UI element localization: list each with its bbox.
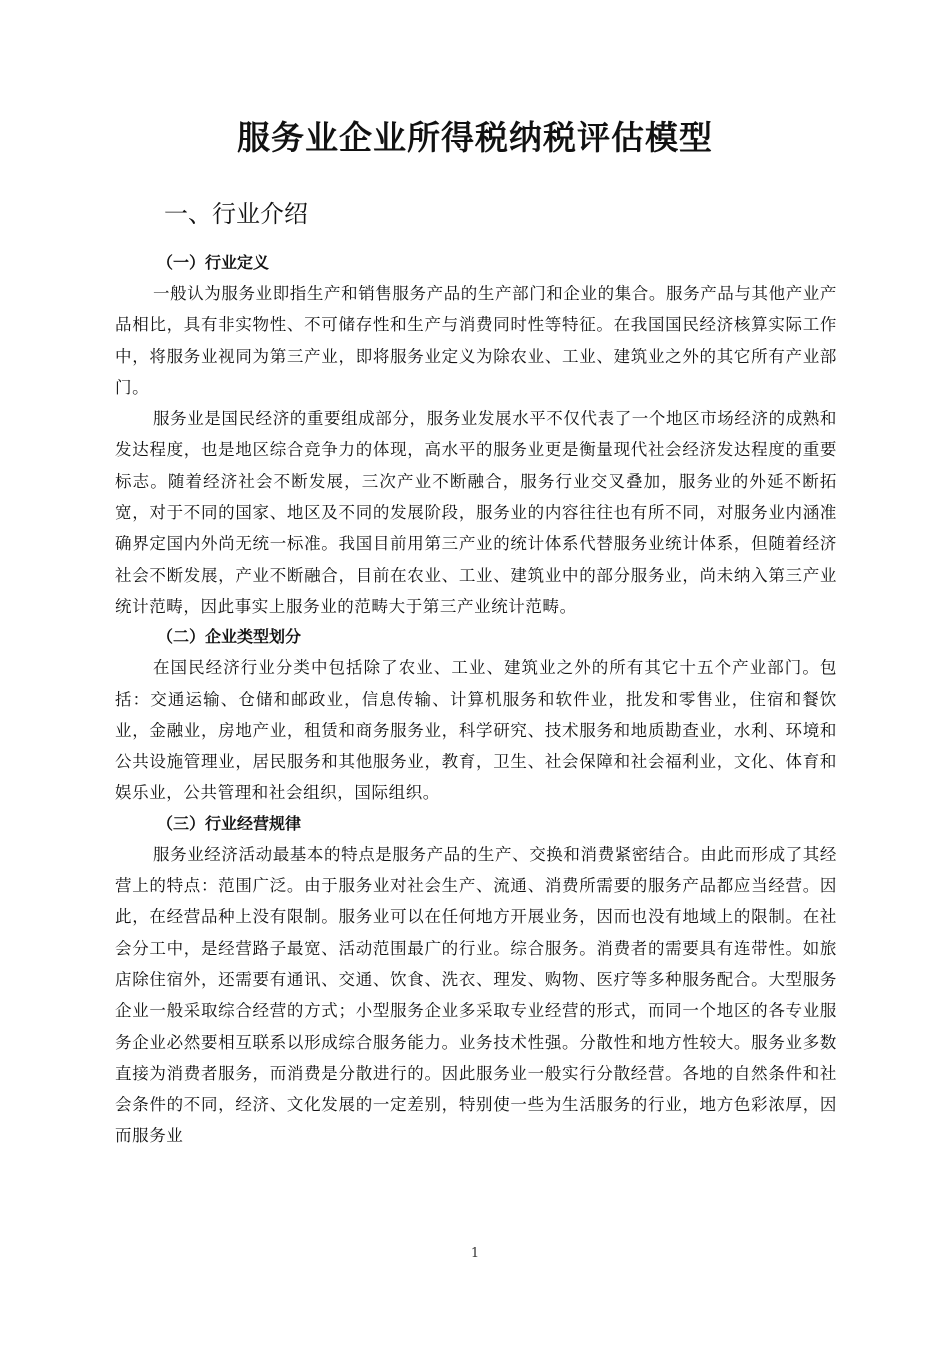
document-title: 服务业企业所得税纳税评估模型 (237, 118, 713, 157)
paragraph: 在国民经济行业分类中包括除了农业、工业、建筑业之外的所有其它十五个产业部门。包括：交通运输、仓储和邮政业，信息传输、计算机服务和软件业，批发和零售业，住宿和餐饮业，金融业，房地产业，租赁和商务服务业，科学研究、技术服务和地质勘查业，水利、环境和公共设施管理业，居民服务和其他服务业，教育，卫生、社会保障和社会福利业，文化、体育和娱乐业，公共管理和社会组织，国际组织。 (115, 658, 837, 803)
subheading-enterprise-types: （二）企业类型划分 (157, 627, 302, 647)
page-number: 1 (470, 1246, 480, 1261)
subsection-business-patterns (115, 809, 837, 1152)
document-body (115, 248, 837, 1152)
subsection-enterprise-types (115, 622, 837, 808)
subheading-business-patterns: （三）行业经营规律 (157, 813, 302, 833)
paragraph: 服务业经济活动最基本的特点是服务产品的生产、交换和消费紧密结合。由此而形成了其经营上的特点：范围广泛。由于服务业对社会生产、流通、消费所需要的服务产品都应当经营。因此，在经营品种上没有限制。服务业可以在任何地方开展业务，因而也没有地域上的限制。在社会分工中，是经营路子最宽、活动范围最广的行业。综合服务。消费者的需要具有连带性。如旅店除住宿外，还需要有通讯、交通、饮食、洗衣、理发、购物、医疗等多种服务配合。大型服务企业一般采取综合经营的方式；小型服务企业多采取专业经营的形式，而同一个地区的各专业服务企业必然要相互联系以形成综合服务能力。业务技术性强。分散性和地方性较大。服务业多数直接为消费者服务，而消费是分散进行的。因此服务业一般实行分散经营。各地的自然条件和社会条件的不同，经济、文化发展的一定差别，特别使一些为生活服务的行业，地方色彩浓厚，因而服务业 (115, 844, 837, 1146)
subsection-industry-definition (115, 248, 837, 622)
paragraph: 一般认为服务业即指生产和销售服务产品的生产部门和企业的集合。服务产品与其他产业产品相比，具有非实物性、不可储存性和生产与消费同时性等特征。在我国国民经济核算实际工作中，将服务业视同为第三产业，即将服务业定义为除农业、工业、建筑业之外的其它所有产业部门。 (115, 284, 837, 397)
paragraph: 服务业是国民经济的重要组成部分，服务业发展水平不仅代表了一个地区市场经济的成熟和发达程度，也是地区综合竞争力的体现，高水平的服务业更是衡量现代社会经济发达程度的重要标志。随着经济社会不断发展，三次产业不断融合，服务行业交叉叠加，服务业的外延不断拓宽，对于不同的国家、地区及不同的发展阶段，服务业的内容往往也有所不同，对服务业内涵准确界定国内外尚无统一标准。我国目前用第三产业的统计体系代替服务业统计体系，但随着经济社会不断发展，产业不断融合，目前在农业、工业、建筑业中的部分服务业，尚未纳入第三产业统计范畴，因此事实上服务业的范畴大于第三产业统计范畴。 (115, 409, 837, 616)
section-heading-industry-intro: 一、行业介绍 (164, 200, 308, 228)
subheading-industry-definition: （一）行业定义 (157, 253, 270, 272)
